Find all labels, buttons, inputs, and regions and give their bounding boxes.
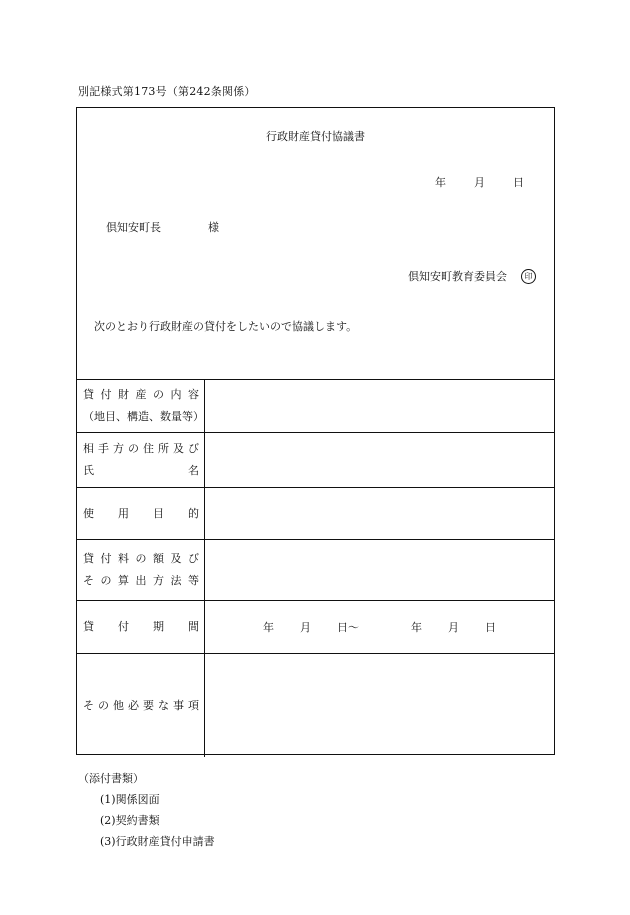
label-char: び [188, 552, 199, 565]
date-month: 月 [474, 176, 485, 189]
label-char: 事 [173, 698, 184, 712]
row-label [77, 654, 205, 757]
label-char: 付 [118, 620, 129, 633]
form-id: 別記様式第173号（第242条関係） [78, 85, 256, 98]
label-char: 内 [170, 387, 182, 401]
label-char: 産 [135, 387, 147, 401]
label-char: 及 [170, 552, 182, 565]
row-value-period[interactable] [205, 601, 554, 653]
label-char: 他 [113, 698, 124, 712]
form-frame [76, 107, 555, 755]
label-char: 額 [153, 552, 164, 565]
label-char: 所 [158, 442, 169, 455]
row-fee [77, 540, 554, 601]
label-line-1 [83, 384, 199, 406]
label-char: 用 [118, 506, 129, 520]
row-period [77, 601, 554, 654]
row-label [77, 433, 205, 487]
start-year: 年 [263, 621, 274, 634]
date-year: 年 [435, 176, 446, 189]
label-char: 住 [143, 442, 154, 455]
start-day: 日〜 [337, 621, 359, 634]
row-label [77, 540, 205, 600]
label-char: そ [83, 574, 94, 587]
date-day: 日 [513, 176, 524, 189]
label-line-1 [83, 548, 199, 570]
row-value-purpose[interactable] [205, 488, 554, 539]
addressee-name: 倶知安町長 [106, 221, 161, 234]
label-char: 氏 [83, 464, 94, 477]
label-char: 手 [98, 442, 109, 455]
label-char: の [128, 442, 139, 455]
label-char: 付 [100, 387, 112, 401]
date-line [435, 174, 524, 190]
statement: 次のとおり行政財産の貸付をしたいので協議します。 [94, 320, 358, 333]
label-char: 算 [118, 574, 129, 587]
attachments [78, 768, 215, 852]
label-line-2 [83, 460, 199, 482]
start-month: 月 [300, 621, 311, 634]
label-char: そ [83, 698, 94, 712]
label-char: な [158, 698, 169, 712]
attachment-item: (1)関係図面 [100, 793, 160, 806]
label-char: の [98, 698, 109, 712]
label-char: 付 [100, 552, 112, 565]
label-line-2: （地目、構造、数量等） [83, 409, 204, 423]
label-char: 法 [170, 574, 182, 587]
label-char: の [100, 574, 112, 587]
label-line-1 [83, 438, 199, 460]
addressee [106, 219, 219, 235]
label-char: 項 [188, 698, 199, 712]
row-value-counterparty[interactable] [205, 433, 554, 487]
label-char: 目 [153, 506, 164, 520]
label-line-1 [83, 503, 199, 525]
row-property-content [77, 379, 554, 433]
form-rows [77, 379, 554, 757]
label-char: の [153, 387, 164, 401]
label-line-2 [83, 570, 199, 592]
document-title: 行政財産貸付協議書 [266, 130, 365, 143]
addressee-honorific: 様 [208, 221, 219, 234]
label-char: 使 [83, 506, 94, 520]
row-label [77, 488, 205, 539]
row-value-fee[interactable] [205, 540, 554, 600]
label-char: 必 [128, 698, 139, 712]
label-char: 財 [118, 387, 129, 401]
row-other [77, 654, 554, 757]
sender [408, 268, 536, 284]
attachment-item: (3)行政財産貸付申請書 [100, 835, 215, 848]
label-char: 相 [83, 442, 94, 455]
label-char: 的 [188, 506, 199, 520]
label-char: 期 [153, 620, 164, 633]
end-day: 日 [485, 621, 496, 634]
label-line-1 [83, 695, 199, 717]
row-purpose [77, 488, 554, 540]
label-char: 要 [143, 698, 154, 712]
row-counterparty [77, 433, 554, 488]
row-value-property-content[interactable] [205, 379, 554, 432]
label-char: 方 [113, 442, 124, 455]
label-char: 貸 [83, 620, 94, 633]
label-char: 間 [188, 620, 199, 633]
label-char: 名 [188, 464, 199, 477]
attachment-item: (2)契約書類 [100, 814, 160, 827]
seal-stamp: 印 [521, 269, 536, 284]
form-header-box [77, 108, 554, 380]
label-char: 方 [153, 574, 164, 587]
label-char: 出 [135, 574, 147, 587]
label-char: 料 [118, 552, 129, 565]
row-value-other[interactable] [205, 654, 554, 757]
label-char: 貸 [83, 387, 94, 401]
label-char: の [135, 552, 147, 565]
end-year: 年 [411, 621, 422, 634]
label-char: 貸 [83, 552, 94, 565]
attachments-heading: （添付書類） [78, 772, 144, 785]
label-line-1 [83, 616, 199, 638]
sender-name: 倶知安町教育委員会 [408, 270, 507, 283]
label-char: 及 [173, 442, 184, 455]
end-month: 月 [448, 621, 459, 634]
row-label [77, 379, 205, 432]
label-char: 等 [188, 574, 199, 587]
row-label [77, 601, 205, 653]
label-char: 容 [188, 387, 199, 401]
period-range [263, 619, 496, 635]
label-char: び [188, 442, 199, 455]
